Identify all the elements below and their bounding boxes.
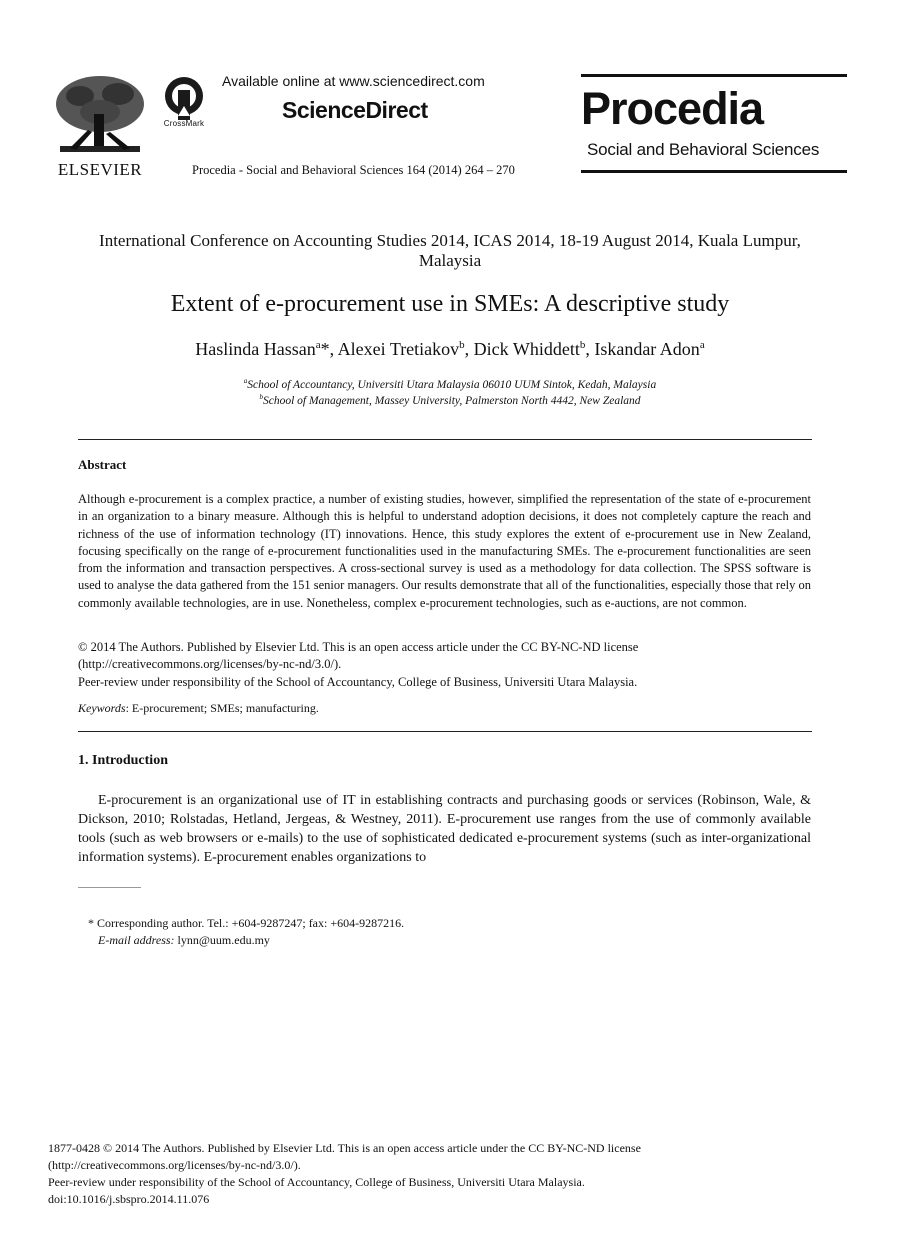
introduction-body: E-procurement is an organizational use of IT in establishing contracts and purchasing goods or services (Robinson, Wale, & Dickson, 2010; Rolstadas, Hetland, Jergeas, & Westney, 2011). E-procurement use ranges from the use of commonly available tools (such as web browsers or e-mails) to the use of sophisticated dedicated e-procurement systems (such as inter-organizational information systems). E-procurement enables organizations to (78, 793, 811, 865)
procedia-logo (581, 74, 847, 174)
crossmark-label: CrossMark (163, 119, 205, 128)
peer-review-line: Peer-review under responsibility of the School of Accountancy, College of Business, Universiti Utara Malaysia. (78, 674, 638, 689)
paper-title: Extent of e-procurement use in SMEs: A descriptive study (170, 291, 730, 317)
procedia-top-rule (581, 74, 847, 77)
email-label: E-mail address: (98, 933, 175, 947)
footnote-rule (78, 887, 141, 888)
author-list: Haslinda Hassan$^a$*, Alexei Tretiakov$^b$, Dick Whiddett$^b$, Iskandar Adon$^a$ (195, 339, 705, 359)
abstract-text: Although e-procurement is a complex practice, a number of existing studies, however, simplified the representation of the state of e-procurement in an organization to a binary measure. Although this is helpful to understand adoption decisions, it does not completely capture the reach and richness of the use of information technology (IT) innovations. Hence, this study explores the extent of e-procurement use in New Zealand, focusing specifically on the range of e-procurement functionalities used in the manufacturing SMEs. The e-procurement functionalities are seen from the information and transaction perspectives. A cross-sectional survey is used as a methodology for data collection. The SPSS software is used to analyse the data gathered from the 151 senior managers. Our results demonstrate that all of the functionalities, especially those that rely on commonly available technologies, are in use. Nonetheless, complex e-procurement technologies, such as e-auctions, are not common. (78, 492, 811, 610)
affiliation-mark: a (243, 377, 248, 385)
elsevier-tree-icon (50, 74, 150, 156)
footnote-mark: * (88, 916, 94, 930)
affiliation-a (78, 377, 822, 391)
crossmark-icon (158, 76, 210, 120)
introduction-heading: 1. Introduction (78, 753, 168, 768)
author-affil-mark: a (315, 339, 321, 351)
abstract-heading: Abstract (78, 457, 127, 472)
corresponding-author-line (88, 915, 404, 932)
license-link-bottom[interactable]: (http://creativecommons.org/licenses/by-nc-nd/3.0/). (48, 1158, 301, 1172)
author-affil-mark: b (579, 339, 586, 351)
crossmark-badge[interactable] (158, 76, 210, 132)
affiliation-b (78, 393, 822, 407)
license-link[interactable]: (http://creativecommons.org/licenses/by-nc-nd/3.0/). (78, 657, 342, 672)
elsevier-wordmark: ELSEVIER (57, 160, 143, 179)
corresponding-mark: * (320, 339, 330, 359)
author-affil-mark: b (459, 339, 465, 351)
affiliation-text: School of Accountancy, Universiti Utara Malaysia 06010 UUM Sintok, Kedah, Malaysia (247, 378, 657, 391)
conference-name: International Conference on Accounting Studies 2014, ICAS 2014, 18-19 August 2014, Kuala Lumpur, Malaysia (99, 231, 801, 270)
divider-top (78, 439, 812, 440)
peer-review-bottom: Peer-review under responsibility of the School of Accountancy, College of Business, Universiti Utara Malaysia. (48, 1175, 585, 1189)
keywords-label: Keywords (78, 701, 126, 715)
introduction-text (78, 791, 811, 867)
procedia-subtitle: Social and Behavioral Sciences (587, 140, 820, 159)
available-online-text: Available online at www.sciencedirect.com (222, 73, 485, 89)
procedia-bottom-rule (581, 170, 847, 173)
elsevier-logo (50, 74, 150, 178)
footnote (88, 915, 404, 949)
keywords-line (78, 700, 811, 717)
email-value[interactable]: lynn@uum.edu.my (174, 933, 270, 947)
affiliation-mark: b (259, 393, 263, 401)
copyright-line: © 2014 The Authors. Published by Elsevier Ltd. This is an open access article under the CC BY-NC-ND license (78, 640, 639, 654)
procedia-title: Procedia (581, 83, 764, 134)
divider-bottom (78, 731, 812, 732)
author-name: Haslinda Hassan (195, 339, 316, 359)
keywords-value: : E-procurement; SMEs; manufacturing. (125, 701, 319, 715)
author-name: Dick Whiddett (473, 339, 580, 359)
bottom-license-block (48, 1140, 808, 1208)
copyright-block (78, 639, 811, 691)
author-name: Iskandar Adon (594, 339, 700, 359)
email-line (88, 932, 404, 949)
sciencedirect-wordmark: ScienceDirect (282, 97, 428, 123)
author-affil-mark: a (699, 339, 705, 351)
doi-line[interactable]: doi:10.1016/j.sbspro.2014.11.076 (48, 1192, 210, 1206)
author-name: Alexei Tretiakov (337, 339, 460, 359)
issn-copyright-line: 1877-0428 © 2014 The Authors. Published by Elsevier Ltd. This is an open access article under the CC BY-NC-ND license (48, 1141, 641, 1155)
footnote-contact: Corresponding author. Tel.: +604-9287247; fax: +604-9287216. (94, 916, 405, 930)
affiliation-text: School of Management, Massey University, Palmerston North 4442, New Zealand (262, 394, 641, 407)
journal-reference: Procedia - Social and Behavioral Sciences 164 (2014) 264 – 270 (192, 163, 515, 177)
